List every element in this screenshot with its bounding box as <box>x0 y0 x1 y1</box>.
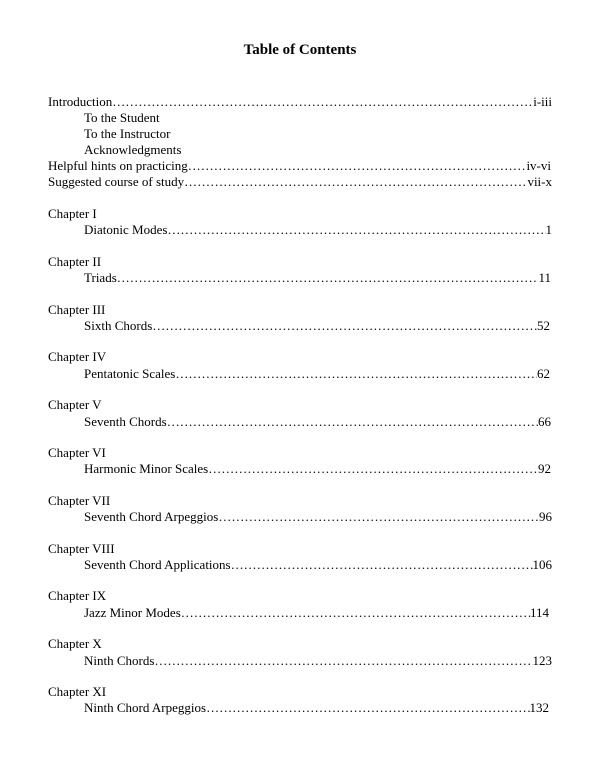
chapter-heading: Chapter VI <box>48 445 106 460</box>
entry-page: 66 <box>538 414 551 429</box>
toc-entry-chapter <box>84 700 549 716</box>
toc-subitem: To the Student <box>84 110 160 125</box>
entry-label: Seventh Chord Arpeggios <box>84 509 219 524</box>
toc-entry-chapter <box>84 509 552 525</box>
entry-label: Helpful hints on practicing <box>48 158 188 173</box>
dot-leader <box>208 461 538 477</box>
entry-label: Suggested course of study <box>48 174 185 189</box>
dot-leader <box>188 158 527 174</box>
toc-entry-chapter <box>84 461 551 477</box>
toc-entry-suggested-course <box>48 174 552 190</box>
dot-leader <box>167 414 538 430</box>
chapter-heading: Chapter VIII <box>48 541 115 556</box>
chapter-heading: Chapter V <box>48 397 102 412</box>
chapter-heading: Chapter VII <box>48 493 111 508</box>
entry-label: Seventh Chord Applications <box>84 557 231 572</box>
entry-label: Ninth Chords <box>84 653 155 668</box>
entry-label: Sixth Chords <box>84 318 153 333</box>
toc-entry-chapter <box>84 318 550 334</box>
entry-label: Triads <box>84 270 117 285</box>
toc-entry-chapter <box>84 605 549 621</box>
toc-entry-helpful-hints <box>48 158 551 174</box>
entry-page: 62 <box>537 366 550 381</box>
chapter-heading: Chapter I <box>48 206 97 221</box>
entry-page: 114 <box>529 605 549 620</box>
dot-leader <box>152 318 537 334</box>
toc-entry-chapter <box>84 222 552 238</box>
dot-leader <box>175 366 537 382</box>
dot-leader <box>184 174 527 190</box>
entry-label: Harmonic Minor Scales <box>84 461 209 476</box>
entry-label: Diatonic Modes <box>84 222 168 237</box>
chapter-heading: Chapter IV <box>48 349 107 364</box>
toc-subitem: To the Instructor <box>84 126 171 141</box>
entry-page: iv-vi <box>526 158 551 173</box>
toc-entry-chapter <box>84 653 552 669</box>
chapter-heading: Chapter II <box>48 254 102 269</box>
entry-page: 123 <box>532 653 552 668</box>
dot-leader <box>181 605 530 621</box>
toc-entry-chapter <box>84 557 552 573</box>
toc-entry-introduction <box>48 94 552 110</box>
dot-leader <box>117 270 539 286</box>
dot-leader <box>154 653 532 669</box>
entry-label: Jazz Minor Modes <box>84 605 181 620</box>
entry-page: 106 <box>532 557 552 572</box>
dot-leader <box>206 700 529 716</box>
entry-page: 92 <box>538 461 551 476</box>
entry-page: 132 <box>529 700 549 715</box>
dot-leader <box>218 509 539 525</box>
entry-label: Seventh Chords <box>84 414 167 429</box>
dot-leader <box>167 222 545 238</box>
entry-label: Introduction <box>48 94 113 109</box>
entry-label: Pentatonic Scales <box>84 366 176 381</box>
chapter-heading: Chapter IX <box>48 588 107 603</box>
entry-page: vii-x <box>527 174 552 189</box>
toc-subitem: Acknowledgments <box>84 142 182 157</box>
entry-page: 1 <box>545 222 552 237</box>
toc-entry-chapter <box>84 414 551 430</box>
chapter-heading: Chapter X <box>48 636 102 651</box>
chapter-heading: Chapter XI <box>48 684 107 699</box>
entry-page: i-iii <box>533 94 552 109</box>
dot-leader <box>112 94 533 110</box>
entry-label: Ninth Chord Arpeggios <box>84 700 207 715</box>
toc-entry-chapter <box>84 270 551 286</box>
chapter-heading: Chapter III <box>48 302 106 317</box>
page-title: Table of Contents <box>243 42 357 58</box>
entry-page: 96 <box>539 509 552 524</box>
entry-page: 11 <box>538 270 551 285</box>
toc-entry-chapter <box>84 366 550 382</box>
dot-leader <box>231 557 533 573</box>
entry-page: 52 <box>537 318 550 333</box>
